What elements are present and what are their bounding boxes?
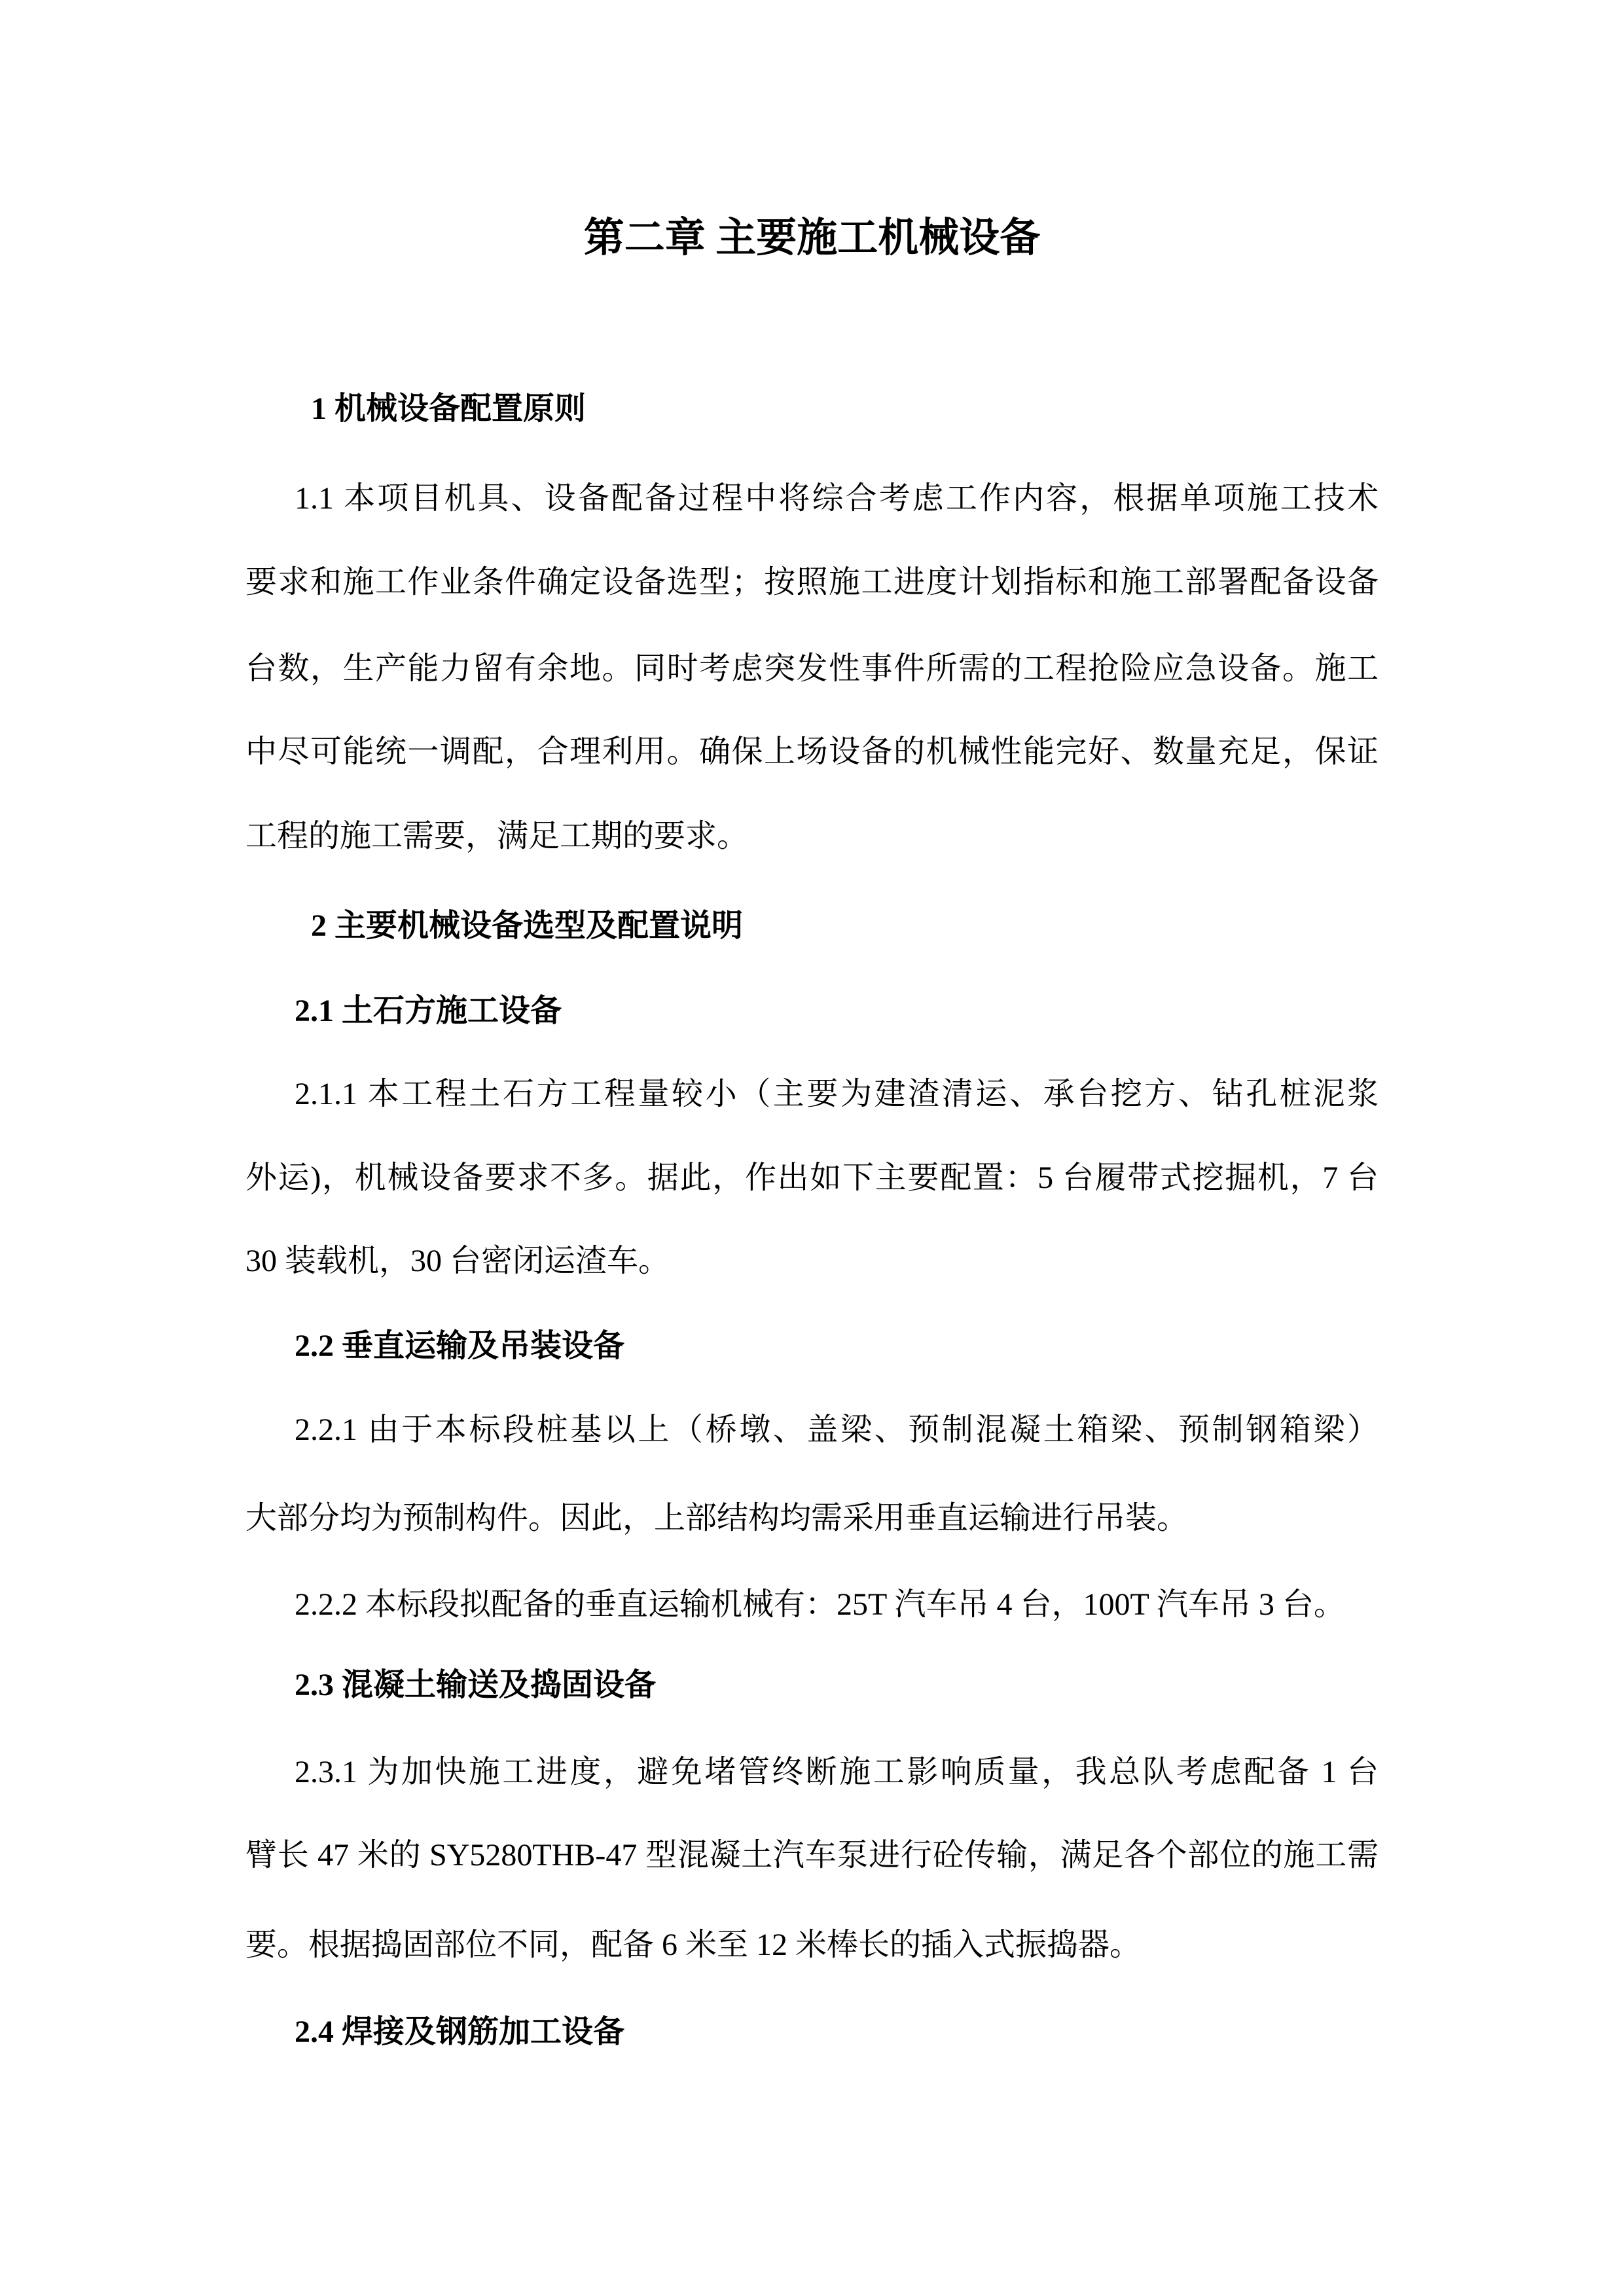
subsection-2-4-heading: 2.4 焊接及钢筋加工设备 (295, 2015, 625, 2049)
para-1-1-line-3: 中尽可能统一调配，合理利用。确保上场设备的机械性能完好、数量充足，保证 (245, 734, 1379, 769)
subsection-2-1-heading: 2.1 土石方施工设备 (295, 994, 562, 1028)
para-1-1-line-1: 要求和施工作业条件确定设备选型；按照施工进度计划指标和施工部署配备设备 (245, 565, 1379, 600)
para-1-1-line-4: 工程的施工需要，满足工期的要求。 (245, 819, 749, 853)
para-2-1-1-line-0: 2.1.1 本工程土石方工程量较小（主要为建渣清运、承台挖方、钻孔桩泥浆 (295, 1077, 1379, 1111)
section-2-heading: 2 主要机械设备选型及配置说明 (311, 908, 744, 943)
para-2-3-1-line-2: 要。根据捣固部位不同，配备 6 米至 12 米棒长的插入式振捣器。 (245, 1928, 1142, 1962)
section-1-heading: 1 机械设备配置原则 (311, 391, 586, 426)
para-2-3-1-line-0: 2.3.1 为加快施工进度，避免堵管终断施工影响质量，我总队考虑配备 1 台 (295, 1755, 1379, 1789)
para-2-2-1-line-0: 2.2.1 由于本标段桩基以上（桥墩、盖梁、预制混凝土箱梁、预制钢箱梁） (295, 1412, 1379, 1447)
para-2-3-1-line-1: 臂长 47 米的 SY5280THB-47 型混凝土汽车泵进行砼传输，满足各个部位的施工需 (245, 1838, 1379, 1873)
para-1-1-line-2: 台数，生产能力留有余地。同时考虑突发性事件所需的工程抢险应急设备。施工 (245, 651, 1379, 686)
chapter-title: 第二章 主要施工机械设备 (583, 216, 1041, 260)
para-2-2-1-line-1: 大部分均为预制构件。因此，上部结构均需采用垂直运输进行吊装。 (245, 1501, 1189, 1535)
subsection-2-3-heading: 2.3 混凝土输送及捣固设备 (295, 1668, 657, 1702)
para-2-1-1-line-2: 30 装载机，30 台密闭运渣车。 (245, 1244, 670, 1278)
subsection-2-2-heading: 2.2 垂直运输及吊装设备 (295, 1329, 625, 1363)
para-1-1-line-0: 1.1 本项目机具、设备配备过程中将综合考虑工作内容，根据单项施工技术 (295, 481, 1379, 516)
para-2-1-1-line-1: 外运)，机械设备要求不多。据此，作出如下主要配置：5 台履带式挖掘机，7 台 (245, 1160, 1379, 1195)
para-2-2-2-line-0: 2.2.2 本标段拟配备的垂直运输机械有：25T 汽车吊 4 台，100T 汽车吊 3 台。 (295, 1587, 1345, 1622)
